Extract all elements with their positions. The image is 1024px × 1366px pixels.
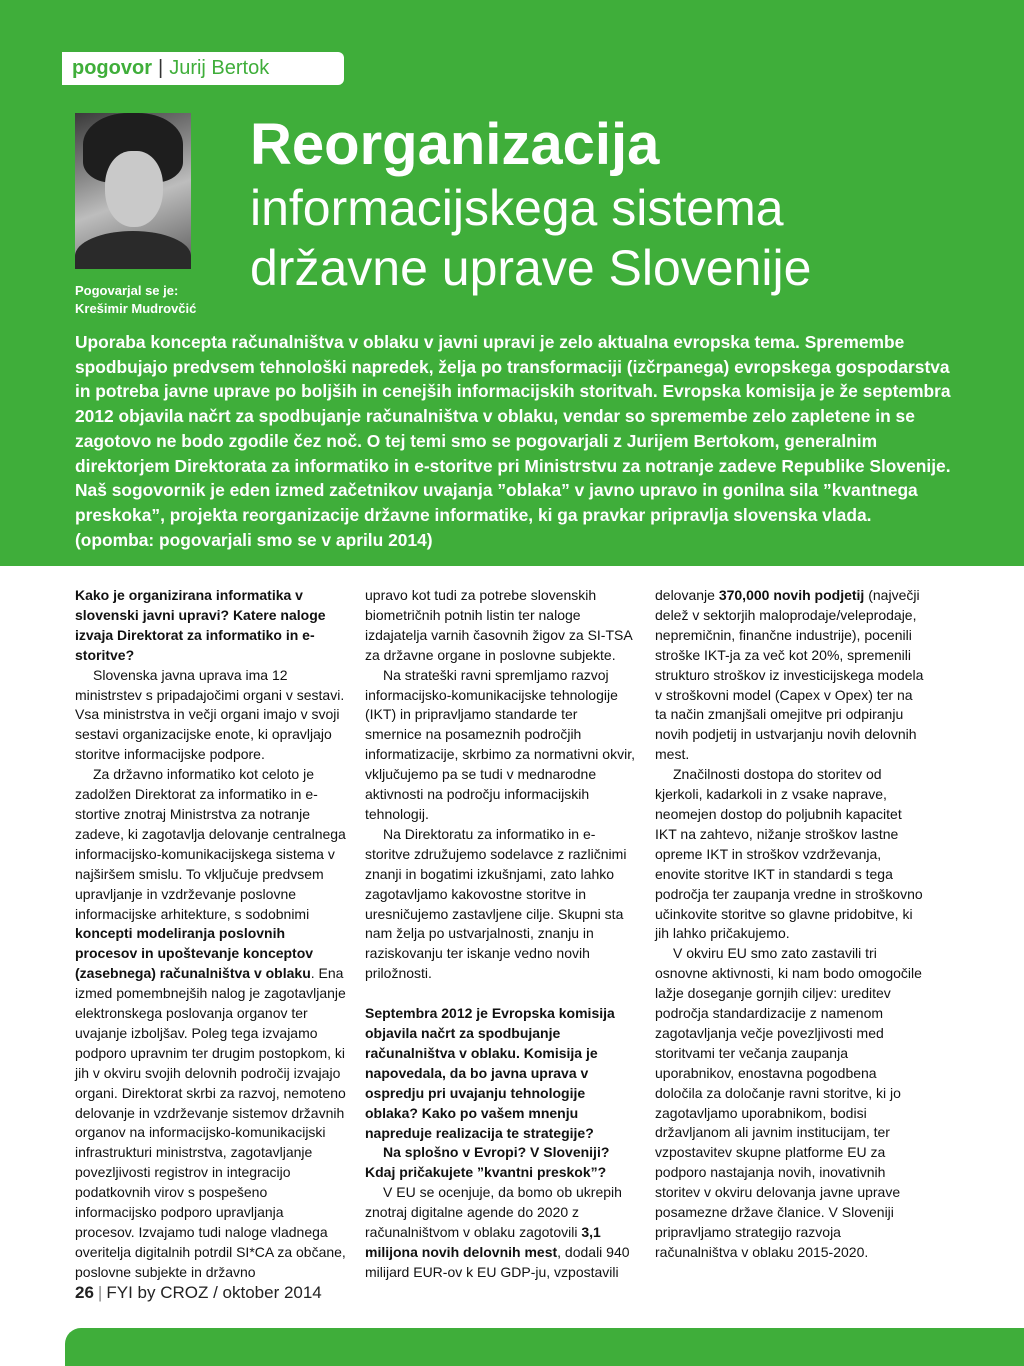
- paragraph: [75, 765, 347, 1283]
- paragraph-text: delovanje: [655, 587, 719, 603]
- paragraph: Na strateški ravni spremljamo razvoj informacijsko-komunikacijske tehnologije (IKT) in pripravljamo standarde ter smernice na posameznih področjih informatizacije, skrbimo za normativni okvir, vključujemo pa se tudi v mednarodne aktivnosti na področju informacijskih tehnologij.: [365, 666, 635, 822]
- section-label: pogovor: [72, 57, 152, 79]
- question-3: Na splošno v Evropi? V Sloveniji? Kdaj pričakujete ”kvantni preskok”?: [365, 1144, 610, 1181]
- credit-label: Pogovarjal se je:: [75, 283, 179, 298]
- paragraph-text: , dodali 940 milijard EUR-ov k EU GDP-ju, vzpostavili: [365, 1244, 630, 1280]
- credit-name: Krešimir Mudrovčić: [75, 301, 197, 316]
- paragraph-emphasis: 370,000 novih podjetij: [718, 587, 865, 603]
- paragraph-text: . Ena izmed pomembnejših nalog je zagotavljanje elektronskega poslovanja organov ter uvajanje izboljšav. Poleg tega izvajamo podporo upravnim ter drugim postopkom, ki jih v okviru svojih delovnih področij izvajajo organi. Direktorat skrbi za razvoj, nemoteno delovanje in vzdrževanje sistemov državnih organov na informacijsko-komunikacijski infrastrukturi ministrstva, zagotavljanje povezljivosti registrov in integracijo podatkovnih virov s pospešeno informacijsko podporo upravljanja procesov. Izvajamo tudi naloge vladnega overitelja digitalnih potrdil SI*CA za občane, poslovne subjekte in državno: [75, 965, 346, 1280]
- author-photo: [75, 113, 191, 269]
- lead-paragraph: Uporaba koncepta računalništva v oblaku v javni upravi je zelo aktualna evropska tema. Spremembe spodbujajo predvsem tehnološki napredek, želja po transformaciji (izčrpanega) evropskega gospodarstva in potreba javne uprave po boljših in cenejših informacijskih storitvah. Evropska komisija je že septembra 2012 objavila načrt za spodbujanje računalništva v oblaku, vendar so spremembe zelo zapletene in se zagotovo ne bodo zgodile čez noč. O tej temi smo se pogovarjali z Jurijem Bertokom, generalnim direktorjem Direktorata za informatiko in e-storitve pri Ministrstvu za notranje zadeve Republike Slovenije. Naš sogovornik je eden izmed začetnikov uvajanja ”oblaka” v javno upravo in gonilna sila ”kvantnega preskoka”, projekta reorganizacije državne informatike, ki ga pravkar pripravlja slovenska vlada. (opomba: pogovarjali smo se v aprilu 2014): [75, 332, 951, 550]
- photo-face: [105, 151, 163, 227]
- article-column-2: [365, 586, 637, 1283]
- header-green-panel: [0, 0, 1024, 566]
- paragraph-text: Za državno informatiko kot celoto je zadolžen Direktorat za informatiko in e-stortive znotraj Ministrstva za notranje zadeve, ki zagotavlja delovanje centralnega informacijsko-komunikacijskega sistema v najširšem smislu. To vključuje predvsem upravljanje in vzdrževanje poslovne informacijske arhitekture, s sodobnimi: [75, 766, 346, 922]
- paragraph: Slovenska javna uprava ima 12 ministrstev s pripadajočimi organi v sestavi. Vsa ministrstva in večji organi imajo v svoji sestavi organizacijske enote, ki opravljajo storitve informacijske podpore.: [75, 666, 345, 763]
- paragraph: Na Direktoratu za informatiko in e-storitve združujemo sodelavce z različnimi znanji in bogatimi izkušnjami, zato lahko zagotavljamo kakovostne storitve in uresničujemo zastavljene cilje. Skupni sta nam želja po ustvarjalnosti, znanju in raziskovanju ter iskanje vedno novih priložnosti.: [365, 825, 627, 982]
- section-tab: [62, 52, 344, 85]
- section-divider: |: [158, 57, 164, 79]
- question-1: Kako je organizirana informatika v slovenski javni upravi? Katere naloge izvaja Direktorat za informatiko in e-storitve?: [75, 587, 326, 663]
- title-line-3: državne uprave Slovenije: [250, 240, 812, 296]
- publication-name: FYI by CROZ / oktober 2014: [106, 1283, 322, 1302]
- paragraph-text: V EU se ocenjuje, da bomo ob ukrepih znotraj digitalne agende do 2020 z računalništvom v oblaku zagotovili: [365, 1184, 622, 1241]
- paragraph: [365, 1183, 637, 1283]
- author-credit: [75, 282, 245, 318]
- paragraph: upravo kot tudi za potrebe slovenskih biometričnih potnih listin ter naloge izdajatelja varnih časovnih žigov za SI-TSA za državne organe in poslovne subjekte.: [365, 587, 632, 663]
- article-column-1: [75, 586, 347, 1283]
- question-2: Septembra 2012 je Evropska komisija objavila načrt za spodbujanje računalništva v oblaku. Komisija je napovedala, da bo javna uprava v ospredju pri uvajanju tehnologije oblaka? Kako po vašem mnenju napreduje realizacija te strategije?: [365, 1005, 615, 1141]
- bottom-green-bar: [65, 1328, 1024, 1366]
- title-line-1: Reorganizacija: [250, 112, 660, 177]
- page-footer: [75, 1283, 322, 1303]
- title-line-2: informacijskega sistema: [250, 180, 784, 236]
- paragraph-text: (največji delež v sektorjih maloprodaje/veleprodaje, nepremičnin, finančne industrije), pocenili stroške IKT-ja za več kot 20%, spremenili strukturo stroškov iz investicijskega modela v stroškovni model (Capex v Opex) ter na ta način zmanjšali omejitve pri odpiranju novih podjetij in ustvarjanju novih delovnih mest.: [655, 587, 924, 763]
- paragraph-emphasis: koncepti modeliranja poslovnih procesov in upoštevanje konceptov (zasebnega) računalništva v oblaku: [75, 925, 314, 982]
- article-column-3: [655, 586, 927, 1263]
- paragraph: [655, 586, 927, 765]
- article-title: [250, 112, 1010, 298]
- interviewee-name: Jurij Bertok: [169, 57, 270, 79]
- paragraph: V okviru EU smo zato zastavili tri osnovne aktivnosti, ki nam bodo omogočile lažje doseganje gornjih ciljev: ureditev področja standardizacije z namenom zagotavljanja večje povezljivosti med storitvami ter večanja zaupanja uporabnikov, enostavna pogodbena določila za določanje ravni storitve, ki jo zagotavljamo uporabnikom, bodisi državljanom ali javnim institucijam, ter vzpostavitev skupne platforme EU za podporo nastajanja novih, inovativnih storitev v okviru delovanja javne uprave posamezne države članice. V Sloveniji pripravljamo strategijo razvoja računalništva v oblaku 2015-2020.: [655, 945, 922, 1260]
- page-number: 26: [75, 1283, 94, 1302]
- paragraph-emphasis: 3,1 milijona novih delovnih mest: [365, 1224, 601, 1260]
- paragraph: Značilnosti dostopa do storitev od kjerkoli, kadarkoli in z vsake naprave, neomejen dostop do poljubnih kapacitet IKT na zahtevo, nižanje stroškov lastne opreme IKT in stroškov vzdrževanja, enovite storitve IKT in standardi s tega področja ter zaupanja vredne in stroškovno učinkovite storitve so glavne pridobitve, ki jih lahko pričakujemo.: [655, 766, 923, 942]
- footer-divider: |: [97, 1283, 103, 1302]
- photo-shoulders: [75, 231, 191, 269]
